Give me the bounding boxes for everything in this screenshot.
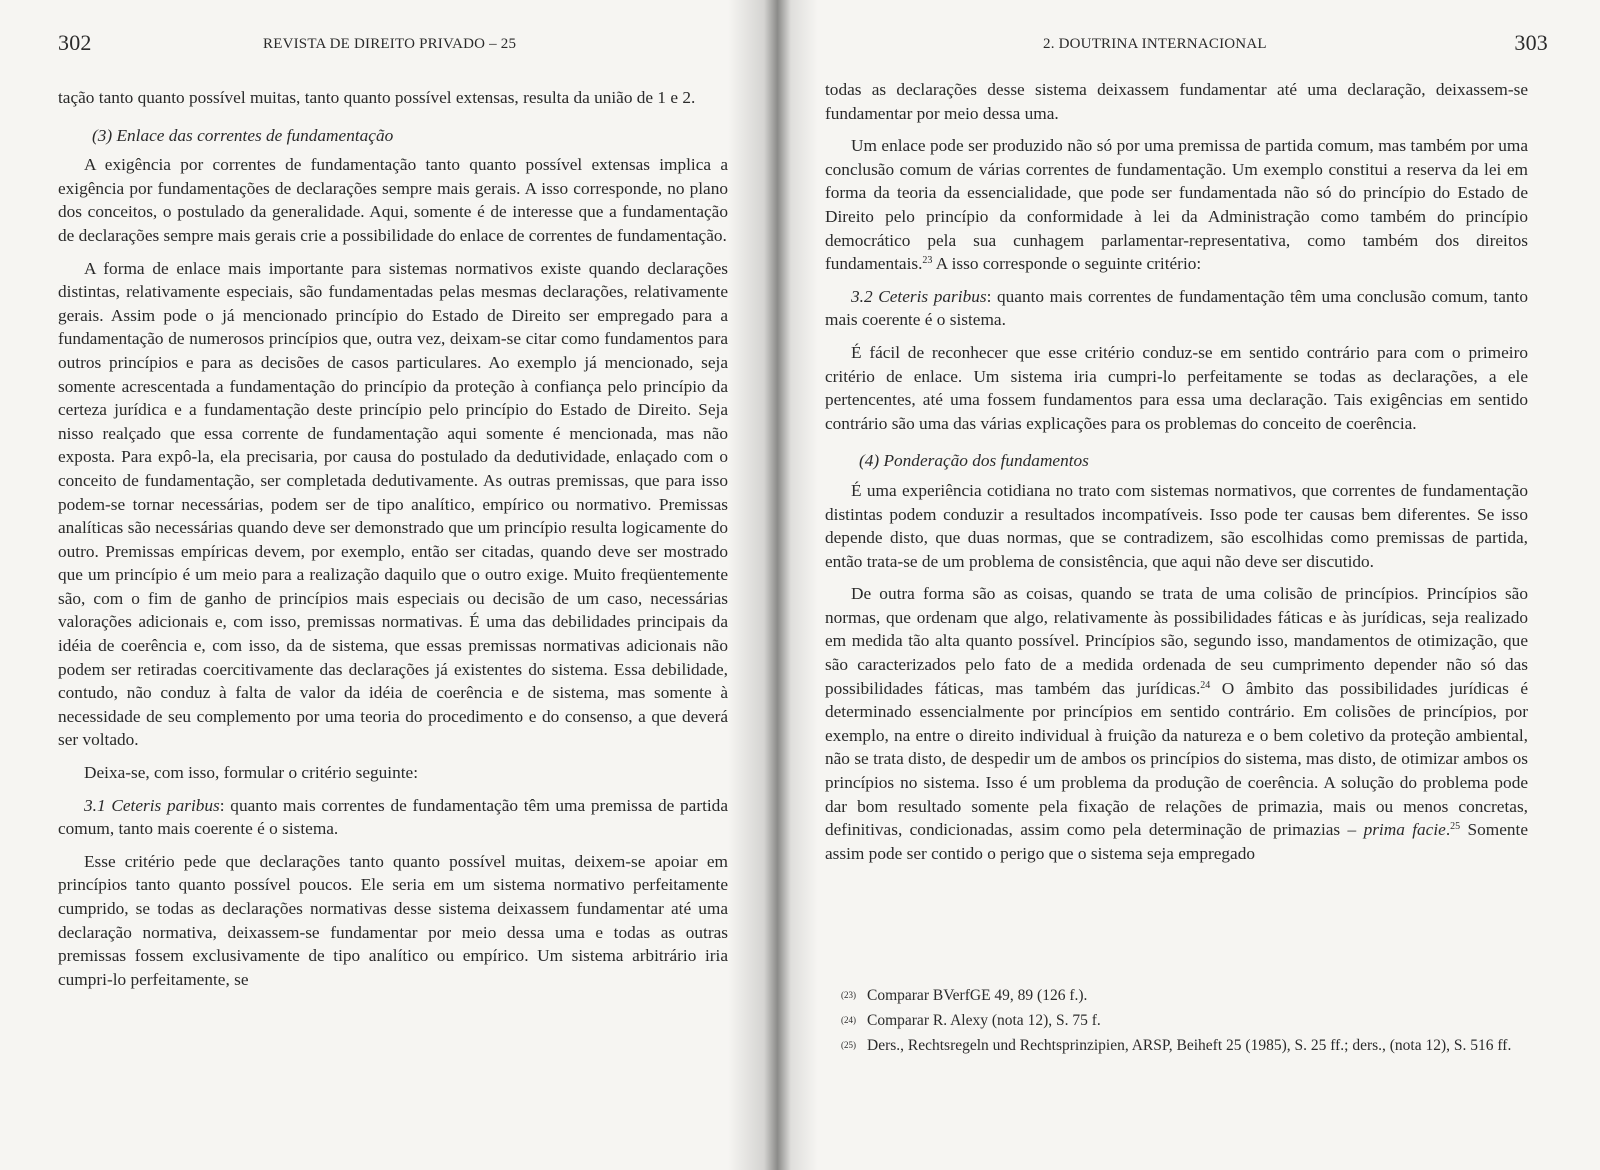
criterion-label: 3.1 Ceteris paribus	[84, 795, 220, 815]
running-head: REVISTA DE DIREITO PRIVADO – 25	[263, 36, 517, 52]
paragraph: Esse critério pede que declarações tanto quanto possível muitas, deixem-se apoiar em princípios tanto quanto possível poucos. Ele seria em um sistema normativo perfeitamente cumprido, se todas as declarações normativas desse sistema deixassem fundamentar até uma declaração normativa, deixassem-se fundamentar por meio dessa uma e todas as outras premissas fossem exclusivamente de tipo analítico ou empírico. Um sistema arbitrário iria cumpri-lo perfeitamente, se	[58, 851, 728, 989]
footnote-text: Ders., Rechtsregeln und Rechtsprinzipien, ARSP, Beiheft 25 (1985), S. 25 ff.; ders., (nota 12), S. 516 ff.	[867, 1037, 1512, 1054]
paragraph: Deixa-se, com isso, formular o critério seguinte:	[84, 763, 419, 783]
footnote-text: Comparar R. Alexy (nota 12), S. 75 f.	[867, 1012, 1101, 1029]
right-page-header	[828, 30, 1548, 58]
criterion-3-2	[825, 285, 1528, 332]
criterion-3-1	[58, 794, 728, 841]
section-heading: (4) Ponderação dos fundamentos	[859, 451, 1089, 471]
paragraph-text: A isso corresponde o seguinte critério:	[932, 254, 1202, 274]
page-number: 302	[58, 30, 92, 55]
paragraph: É fácil de reconhecer que esse critério conduz-se em sentido contrário para com o primeiro critério de enlace. Um sistema iria cumpri-lo perfeitamente se todas as declarações, a ele pertencentes, até uma fossem fundamentos para essa uma declaração. Tais exigências em sentido contrário são uma das várias explicações para os problemas do conceito de coerência.	[825, 342, 1528, 433]
page-number: 303	[1514, 30, 1548, 55]
left-page-header	[58, 30, 728, 58]
right-page-body	[825, 78, 1528, 874]
paragraph: todas as declarações desse sistema deixassem fundamentar até uma declaração, deixassem-se fundamentar por meio dessa uma.	[825, 80, 1528, 123]
criterion-text: : quanto mais correntes de fundamentação têm uma conclusão comum, tanto mais coerente é o sistema.	[825, 286, 1528, 330]
right-page	[768, 0, 1600, 1170]
footnote-mark: (23)	[841, 990, 856, 1000]
paragraph: tação tanto quanto possível muitas, tanto quanto possível extensas, resulta da união de 1 e 2.	[58, 88, 696, 107]
paragraph-text: O âmbito das possibilidades jurídicas é determinado essencialmente por princípios em sentido contrário. Em colisões de princípios, por exemplo, na entre o direito individual à fruição da natureza e o bem coletivo da proteção ambiental, não se trata disto, de despedir um de ambos os princípios do sistema, mas disto, de otimizar ambos os princípios no sistema. Isso é um problema da produção de coerência. A solução do problema pode dar bom resultado somente pela fixação de relações de primazia, mais ou menos concretas, definitivas, condicionadas, assim como pela determinação de primazias –	[825, 678, 1528, 840]
book-gutter-shadow	[728, 0, 818, 1170]
footnote-mark: (24)	[841, 1015, 856, 1025]
paragraph: A forma de enlace mais importante para sistemas normativos existe quando declarações distintas, relativamente especiais, são fundamentadas pelas mesmas declarações, relativamente gerais. Assim pode o já mencionado princípio do Estado de Direito ser empregado para a fundamentação de numerosos princípios que, outra vez, deixam-se citar como fundamentos para outros princípios e para as decisões de casos particulares. Ao exemplo já mencionado, seja somente acrescentada a fundamentação do princípio da proteção à confiança pelo princípio da certeza jurídica e a fundamentação deste princípio pelo princípio do Estado de Direito. Seja nisso realçado que essa corrente de fundamentação aqui somente é mencionada, mas não exposta. Para expô-la, ela precisaria, por causa do postulado da dedutividade, enlaçado com o conceito de fundamentação, ser completada dedutivamente. As outras premissas, que para isso podem-se tornar necessárias, podem ser de tipo analítico, empírico ou normativo. Premissas analíticas são necessárias quando deve ser demonstrado que um princípio resulta logicamente do outro. Premissas empíricas devem, por exemplo, então ser citadas, quando deve ser mostrado que um princípio é um meio para a realização daquilo que o outro exige. Muito freqüentemente são, com o fim de ganho de princípios mais especiais ou decisão de um caso, necessárias valorações adicionais e, com isso, premissas normativas. É uma das debilidades principais da idéia de coerência e, com isso, da de sistema, que essas premissas normativas adicionais não podem ser retiradas coercitivamente das declarações já existentes do sistema. Essa debilidade, contudo, não conduz à falta de valor da idéia de coerência e de sistema, mas somente à necessidade de seu complemento por uma teoria do procedimento e do consenso, a que deverá ser voltado.	[58, 258, 728, 750]
paragraph: É uma experiência cotidiana no trato com sistemas normativos, que correntes de fundamentação distintas podem conduzir a resultados incompatíveis. Isso pode ter causas bem diferentes. Se isso depende disto, que duas normas, que se contradizem, são escolhidas como premissas de partida, então trata-se de um problema de consistência, que aqui não deve ser discutido.	[825, 480, 1528, 571]
footnote-mark: (25)	[841, 1040, 856, 1050]
paragraph	[825, 134, 1528, 276]
running-head: 2. DOUTRINA INTERNACIONAL	[1043, 36, 1267, 52]
paragraph-text: Um enlace pode ser produzido não só por uma premissa de partida comum, mas também por uma conclusão comum de várias correntes de fundamentação. Um exemplo constitui a reserva da lei em forma da teoria da essencialidade, que pode ser fundamentada não só do princípio do Estado de Direito pelo princípio da conformidade à lei da Administração como também do princípio democrático pela sua cunhagem parlamentar-representativa, como também dos direitos fundamentais.	[825, 136, 1528, 274]
paragraph	[825, 582, 1528, 865]
prima-facie-term: prima facie	[1363, 820, 1446, 840]
footnote-ref-23[interactable]: 23	[922, 255, 933, 267]
criterion-text: : quanto mais correntes de fundamentação têm uma premissa de partida comum, tanto mais coerente é o sistema.	[58, 795, 728, 839]
left-page	[0, 0, 768, 1170]
section-heading: (3) Enlace das correntes de fundamentação	[92, 125, 394, 145]
footnote-ref-25[interactable]: 25	[1450, 821, 1461, 833]
footnote-24	[825, 1010, 1528, 1031]
footnote-23	[825, 985, 1528, 1006]
footnote-25	[825, 1035, 1528, 1056]
paragraph-text: De outra forma são as coisas, quando se trata de uma colisão de princípios. Princípios são normas, que ordenam que algo, relativamente às possibilidades fáticas e às jurídicas, seja realizado em medida tão alta quanto possível. Princípios são, segundo isso, mandamentos de otimização, que são caracterizados pelo fato de a medida ordenada de seu cumprimento depender não só das possibilidades fáticas, mas também das jurídicas.	[825, 584, 1528, 698]
footnote-ref-24[interactable]: 24	[1200, 679, 1211, 691]
left-page-body	[58, 86, 728, 1000]
footnotes	[825, 985, 1528, 1060]
paragraph: A exigência por correntes de fundamentação tanto quanto possível extensas implica a exigência por fundamentações de declarações sempre mais gerais. A isso corresponde, no plano dos conceitos, o postulado da generalidade. Aqui, somente é de interesse que a fundamentação de declarações sempre mais gerais crie a possibilidade do enlace de correntes de fundamentação.	[58, 155, 728, 245]
criterion-label: 3.2 Ceteris paribus	[851, 286, 987, 306]
paragraph-text: .	[1445, 820, 1451, 840]
footnote-text: Comparar BVerfGE 49, 89 (126 f.).	[867, 987, 1088, 1004]
paragraph-text: Somente assim pode ser contido o perigo que o sistema seja empregado	[825, 820, 1528, 863]
